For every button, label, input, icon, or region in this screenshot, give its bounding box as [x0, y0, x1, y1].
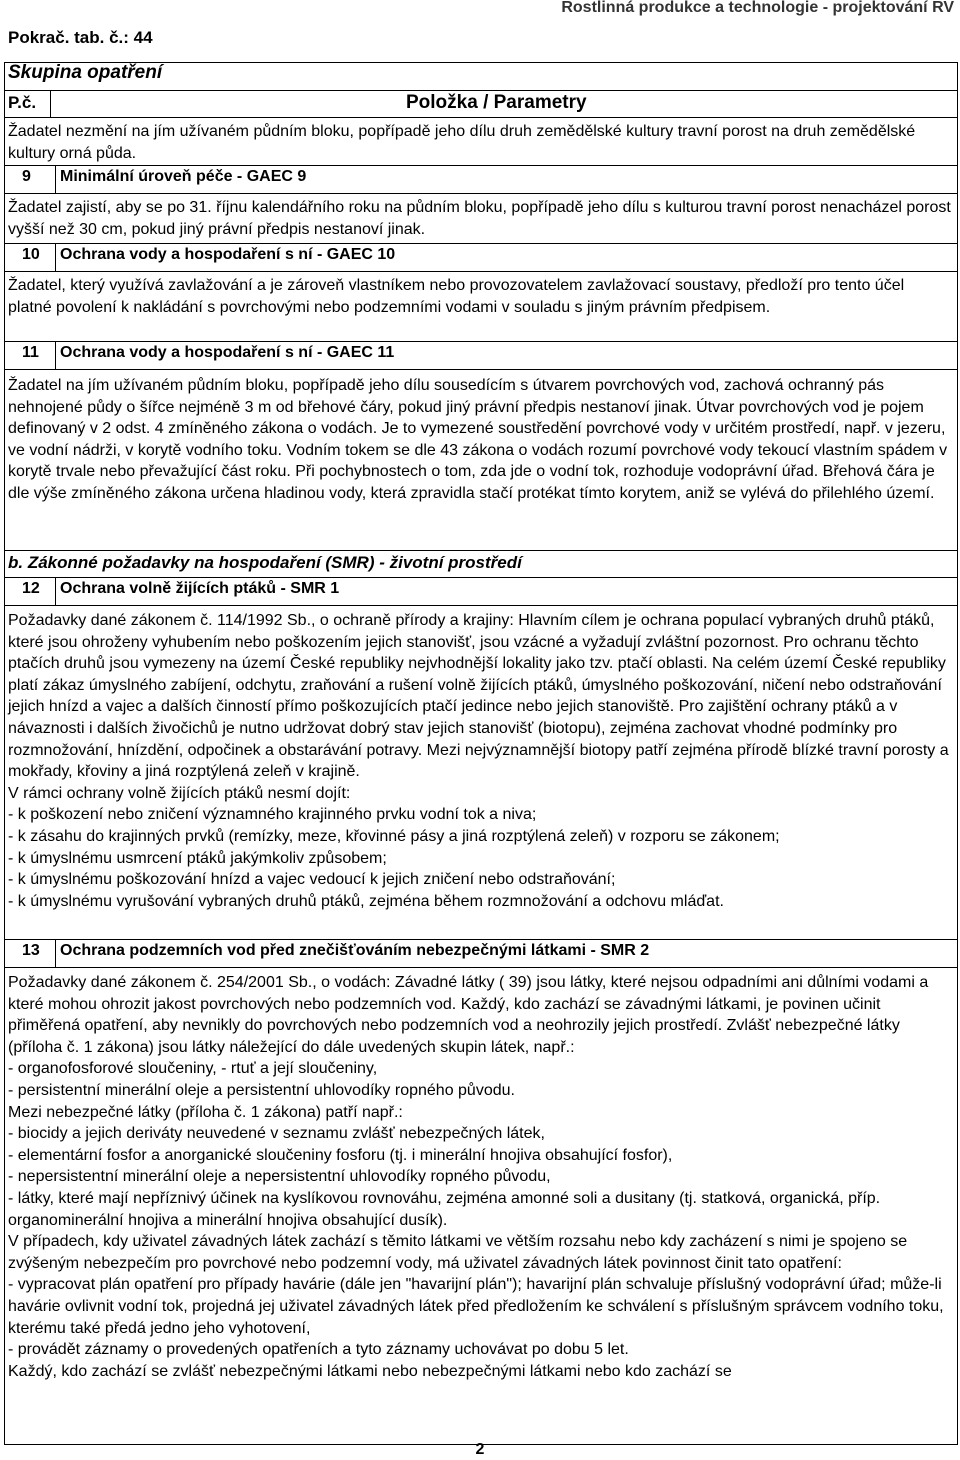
- group-title: Skupina opatření: [8, 62, 163, 83]
- item-13-paragraph: Požadavky dané zákonem č. 254/2001 Sb., o vodách: Závadné látky ( 39) jsou látky, které nejsou odpadními ani důlními vodami a které mohou ohrozit jakost povrchových nebo podzemních vod. Každý, kdo zachází se závadnými látkami, je povinen učinit přiměřená opatření, aby nevnikly do povrchových nebo podzemních vod a neohrozily jejich prostředí. Zvlášť nebezpečné látky (příloha č. 1 zákona) jsou látky náležející do dále uvedených skupin látek, např.:: [8, 974, 929, 1056]
- list-item: - nepersistentní minerální oleje a nepersistentní uhlovodíky ropného původu,: [8, 1168, 551, 1186]
- list-item: - k úmyslnému usmrcení ptáků jakýmkoliv způsobem;: [8, 849, 387, 867]
- list-item: Mezi nebezpečné látky (příloha č. 1 zákona) patří např.:: [8, 1103, 403, 1121]
- header-bottom-border: [4, 117, 958, 118]
- header-divider: [4, 90, 958, 91]
- document-running-title: Rostlinná produkce a technologie - projektování RV: [561, 0, 954, 16]
- list-item: - elementární fosfor a anorganické sloučeniny fosforu (tj. i minerální hnojiva obsahující fosfor),: [8, 1146, 673, 1164]
- item-number: 9: [22, 168, 31, 185]
- list-item: - biocidy a jejich deriváty neuvedené v seznamu zvlášť nebezpečných látek,: [8, 1125, 545, 1143]
- item-13-paragraph-2: V případech, kdy uživatel závadných látek zachází s těmito látkami ve větším rozsahu nebo kdy zacházení s nimi je spojeno se zvýšeným nebezpečím pro povrchové nebo podzemní vody, má uživatel závadných látek povinnost činit tato opatření:: [8, 1233, 908, 1272]
- item-title: Ochrana volně žijících ptáků - SMR 1: [60, 580, 340, 597]
- item-title: Ochrana podzemních vod před znečišťováním nebezpečnými látkami - SMR 2: [60, 942, 650, 959]
- column-title: Položka / Parametry: [406, 92, 587, 113]
- table-continuation-label: Pokrač. tab. č.: 44: [8, 28, 153, 47]
- list-item: - k úmyslnému vyrušování vybraných druhů ptáků, zejména během rozmnožování a odchovu mláďat.: [8, 892, 724, 910]
- list-item: - k poškození nebo zničení významného krajinného prvku vodní tok a niva;: [8, 806, 537, 824]
- list-item: - k zásahu do krajinných prvků (remízky, meze, křovinné pásy a jiná rozptýlená zeleň) v rozporu se zákonem;: [8, 827, 780, 845]
- item-9-bottom-border: [4, 193, 958, 194]
- item-separator: [55, 577, 56, 605]
- item-12-paragraph: Požadavky dané zákonem č. 114/1992 Sb., o ochraně přírody a krajiny: Hlavním cílem je ochrana populací vybraných druhů ptáků, které jsou ohroženy vyhubením nebo poškozením jejich stanovišť, jsou vzácné a vyžadují zvláštní pozornost. Pro ochranu těchto ptačích druhů jsou vymezeny na území České republiky nejvhodnější lokality jako tzv. ptačí oblasti. Na celém území České republiky platí zákaz úmyslného zabíjení, odchytu, zraňování a rušení volně žijících ptáků, úmyslného poškozování, ničení nebo odstraňování jejich hnízd a vajec a dalších činností přímo poškozujících ptačí jedince nebo jejich stanoviště. Pro zajištění ochrany ptáků a v návaznosti i dalších živočichů je nutno udržovat dobrý stav jejich stanovišť (biotopu), zejména zachovat vhodné podmínky pro rozmnožování, hnízdění, odpočinek a obstarávání potravy. Mezi nejvýznamnější biotopy patří zejména přírodě blízké travní porosty a mokřady, křoviny a jiná rozptýlená zeleň v krajině.: [8, 612, 949, 781]
- intro-paragraph: Žadatel nezmění na jím užívaném půdním bloku, popřípadě jeho dílu druh zemědělské kultury travní porost na druh zemědělské kultury orná půda.: [8, 123, 916, 162]
- section-b-top-border: [4, 550, 958, 551]
- item-row-13: [4, 939, 958, 967]
- item-12-bottom-border: [4, 605, 958, 606]
- item-11-text: Žadatel na jím užívaném půdním bloku, popřípadě jeho dílu sousedícím s útvarem povrchových vod, zachová ochranný pás nehnojené půdy o šířce nejméně 3 m od břehové čáry, pokud jiný právní předpis nestanoví jinak. Útvar povrchových vod je pojem definovaný v 2 odst. 4 zmíněného zákona o vodách. Je to vymezené soustředění povrchové vody v určitém prostředí, např. v jezeru, ve vodní nádrži, v korytě vodního toku. Vodním tokem se dle 43 zákona o vodách rozumí povrchové vody tekoucí vlastním spádem v korytě trvale nebo převažující část roku. Při pochybnostech o tom, zda jde o vodní tok, rozhoduje vodoprávní úřad. Břehová čára je dle výše zmíněného zákona určena hladinou vody, která zpravidla stačí protékat tímto korytem, aniž se vylévá do přilehlého území.: [8, 377, 948, 502]
- item-row-12: [4, 577, 958, 605]
- list-item: - persistentní minerální oleje a persistentní uhlovodíky ropného původu.: [8, 1081, 515, 1099]
- page-number: 2: [475, 1441, 485, 1458]
- item-row-10: [4, 243, 958, 271]
- item-13-paragraph-4: - provádět záznamy o provedených opatřeních a tyto záznamy uchovávat po dobu 5 let.: [8, 1341, 629, 1359]
- section-b-heading: b. Zákonné požadavky na hospodaření (SMR) - životní prostředí: [8, 553, 522, 572]
- item-number: 12: [22, 580, 40, 597]
- item-title: Minimální úroveň péče - GAEC 9: [60, 168, 307, 185]
- item-number: 11: [22, 344, 39, 361]
- pc-column-label: P.č.: [8, 93, 37, 112]
- item-separator: [55, 939, 56, 967]
- list-item: - organofosforové sloučeniny, - rtuť a její sloučeniny,: [8, 1060, 378, 1078]
- item-10-text: Žadatel, který využívá zavlažování a je zároveň vlastníkem nebo provozovatelem zavlažovací soustavy, předloží pro tento účel platné povolení k nakládání s povrchovými nebo podzemními vodami v souladu s jiným právním předpisem.: [8, 277, 905, 316]
- item-title: Ochrana vody a hospodaření s ní - GAEC 10: [60, 246, 396, 263]
- item-11-bottom-border: [4, 369, 958, 370]
- list-item: - k úmyslnému poškozování hnízd a vajec vedoucí k jejich zničení nebo odstraňování;: [8, 871, 616, 889]
- item-row-11: [4, 341, 958, 369]
- item-12-text: [8, 610, 952, 912]
- item-title: Ochrana vody a hospodaření s ní - GAEC 11: [60, 344, 395, 361]
- item-13-paragraph-3: - vypracovat plán opatření pro případy havárie (dále jen "havarijní plán"); havarijní plán schvaluje příslušný vodoprávní úřad; může-li havárie ovlivnit vodní tok, projedná jej uživatel závadných látek před předložením ke schválení s příslušným správcem vodního toku, kterému také předá jedno jeho vyhotovení,: [8, 1276, 944, 1337]
- item-row-9: [4, 165, 958, 193]
- item-13-paragraph-5: Každý, kdo zachází se zvlášť nebezpečnými látkami nebo nebezpečnými látkami nebo kdo zachází se: [8, 1362, 732, 1380]
- pc-column-separator: [50, 91, 51, 117]
- item-number: 10: [22, 246, 40, 263]
- item-separator: [55, 341, 56, 369]
- item-9-text: Žadatel zajistí, aby se po 31. říjnu kalendářního roku na půdním bloku, popřípadě jeho dílu s kulturou travní porost nenacházel porost vyšší než 30 cm, pokud jiný právní předpis nestanoví jinak.: [8, 199, 951, 238]
- item-separator: [55, 243, 56, 271]
- item-separator: [55, 165, 56, 193]
- item-10-bottom-border: [4, 271, 958, 272]
- item-number: 13: [22, 942, 40, 959]
- list-item: - látky, které mají nepříznivý účinek na kyslíkovou rovnováhu, zejména amonné soli a dusitany (tj. statková, organická, příp. organominerální hnojiva a minerální hnojiva obsahující dusík).: [8, 1189, 881, 1229]
- item-13-bottom-border: [4, 967, 958, 968]
- item-13-text: [8, 972, 952, 1382]
- list-item: V rámci ochrany volně žijících ptáků nesmí dojít:: [8, 784, 351, 802]
